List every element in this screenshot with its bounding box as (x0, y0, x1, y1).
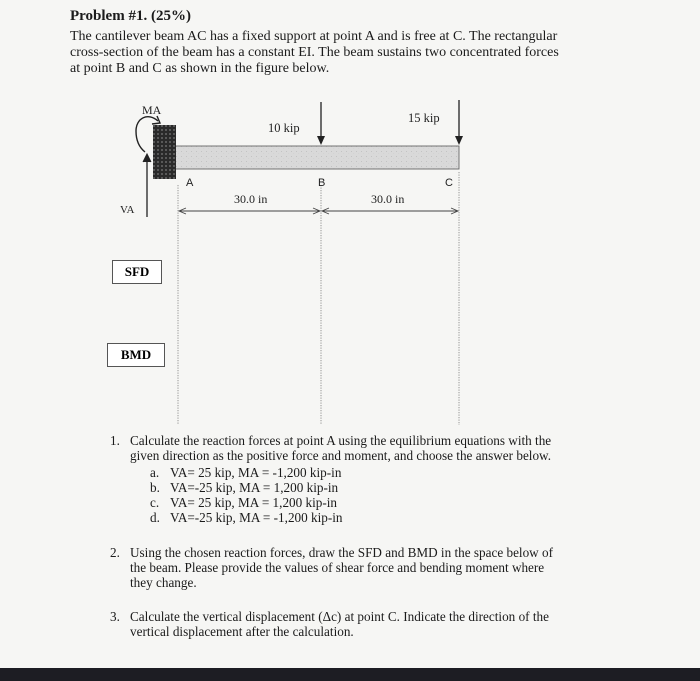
question-line: Calculate the reaction forces at point A using the equilibrium equations with the (130, 433, 552, 448)
point-c-label: C (445, 177, 453, 189)
question-line: given direction as the positive force and moment, and choose the answer below. (130, 448, 552, 463)
question-number: 2. (110, 545, 120, 560)
option-text: VA= 25 kip, MA = 1,200 kip-in (170, 495, 338, 510)
point-b-label: B (318, 177, 326, 189)
span-ab-label: 30.0 in (234, 192, 268, 206)
beam (174, 146, 459, 169)
fixed-support (153, 125, 176, 179)
description-line: at point B and C as shown in the figure below. (70, 61, 330, 76)
option-text: VA=-25 kip, MA = 1,200 kip-in (170, 480, 339, 495)
reaction-label: VA (120, 204, 135, 216)
question-line: Calculate the vertical displacement (Δc) at point C. Indicate the direction of the (130, 609, 549, 624)
option-text: VA=-25 kip, MA = -1,200 kip-in (170, 510, 343, 525)
description-line: cross-section of the beam has a constant EI. The beam sustains two concentrated forces (70, 45, 559, 60)
moment-label: MA (142, 103, 162, 117)
bottom-dark-strip (0, 668, 700, 681)
problem-title: Problem #1. (25%) (70, 8, 191, 24)
point-a-label: A (186, 177, 194, 189)
option-letter: a. (150, 465, 160, 480)
question-line: they change. (130, 575, 197, 590)
question-line: vertical displacement after the calculation. (130, 624, 354, 639)
question-line: Using the chosen reaction forces, draw the SFD and BMD in the space below of (130, 545, 553, 560)
question-line: the beam. Please provide the values of shear force and bending moment where (130, 560, 545, 575)
option-letter: c. (150, 495, 160, 510)
description-line: The cantilever beam AC has a fixed support at point A and is free at C. The rectangular (70, 29, 558, 44)
question-number: 3. (110, 609, 120, 624)
sfd-label-box: SFD (112, 260, 162, 284)
option-letter: b. (150, 480, 160, 495)
bmd-label-box: BMD (107, 343, 165, 367)
load-b-label: 10 kip (268, 121, 300, 135)
span-bc-label: 30.0 in (371, 192, 405, 206)
question-number: 1. (110, 433, 120, 448)
option-text: VA= 25 kip, MA = -1,200 kip-in (170, 465, 342, 480)
load-c-label: 15 kip (408, 111, 440, 125)
option-letter: d. (150, 510, 160, 525)
